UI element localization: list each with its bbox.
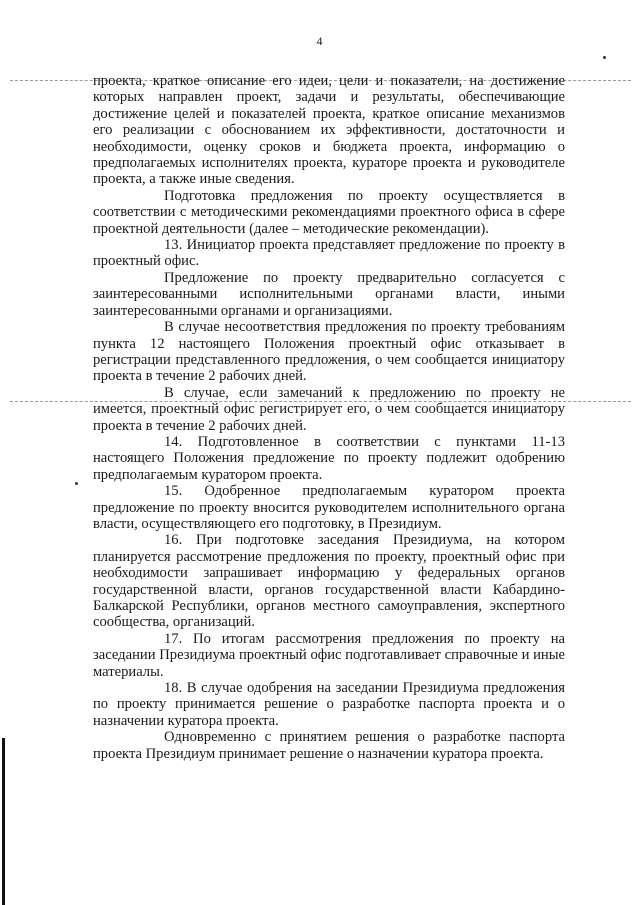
paragraph-simultaneous: Одновременно с принятием решения о разработке паспорта проекта Президиум принимает решение о назначении куратора проекта. bbox=[93, 729, 565, 762]
paragraph-item-15: 15. Одобренное предполагаемым куратором проекта предложение по проекту вносится руководителем исполнительного органа власти, осуществляющего его подготовку, в Президиум. bbox=[93, 483, 565, 532]
scan-edge-bar bbox=[2, 738, 5, 905]
paragraph-item-14: 14. Подготовленное в соответствии с пунктами 11-13 настоящего Положения предложение по проекту подлежит одобрению предполагаемым куратором проекта. bbox=[93, 433, 565, 483]
paragraph-continuation: проекта, краткое описание его идеи, цели и показатели, на достижение которых направлен проект, задачи и результаты, обеспечивающие достижение целей и показателей проекта, краткое описание механизмов его реализации с обоснованием их эффективности, достаточности и необходимости, оценку сроков и бюджета проекта, информацию о предполагаемых исполнителях проекта, кураторе проекта и руководителе проекта, а также иные сведения. bbox=[93, 73, 565, 188]
paragraph-item-18: 18. В случае одобрения на заседании Президиума предложения по проекту принимается решение о разработке паспорта проекта и о назначении куратора проекта. bbox=[93, 680, 565, 729]
page-number: 4 bbox=[316, 34, 323, 48]
paragraph-preparation: Подготовка предложения по проекту осуществляется в соответствии с методическими рекомендациями проектного офиса в сфере проектной деятельности (далее – методические рекомендации). bbox=[93, 187, 565, 237]
margin-mark bbox=[75, 482, 78, 485]
paragraph-item-13: 13. Инициатор проекта представляет предложение по проекту в проектный офис. bbox=[93, 237, 565, 270]
paragraph-agreement: Предложение по проекту предварительно согласуется с заинтересованными исполнительными органами власти, иными заинтересованными органами и организациями. bbox=[93, 269, 565, 319]
paragraph-item-17: 17. По итогам рассмотрения предложения по проекту на заседании Президиума проектный офис подготавливает справочные и иные материалы. bbox=[93, 630, 565, 680]
margin-mark bbox=[603, 56, 606, 59]
document-body bbox=[93, 73, 565, 762]
paragraph-registration: В случае, если замечаний к предложению по проекту не имеется, проектный офис регистрирует его, о чем сообщается инициатору проекта в течение 2 рабочих дней. bbox=[93, 384, 565, 434]
paragraph-item-16: 16. При подготовке заседания Президиума, на котором планируется рассмотрение предложения по проекту, проектный офис при необходимости запрашивает информацию у федеральных органов государственной власти, органов государственной власти Кабардино-Балкарской Республики, органов местного самоуправления, экспертного сообщества, организаций. bbox=[93, 532, 565, 631]
paragraph-refusal: В случае несоответствия предложения по проекту требованиям пункта 12 настоящего Положения проектный офис отказывает в регистрации представленного предложения, о чем сообщается инициатору проекта в течение 2 рабочих дней. bbox=[93, 319, 565, 385]
